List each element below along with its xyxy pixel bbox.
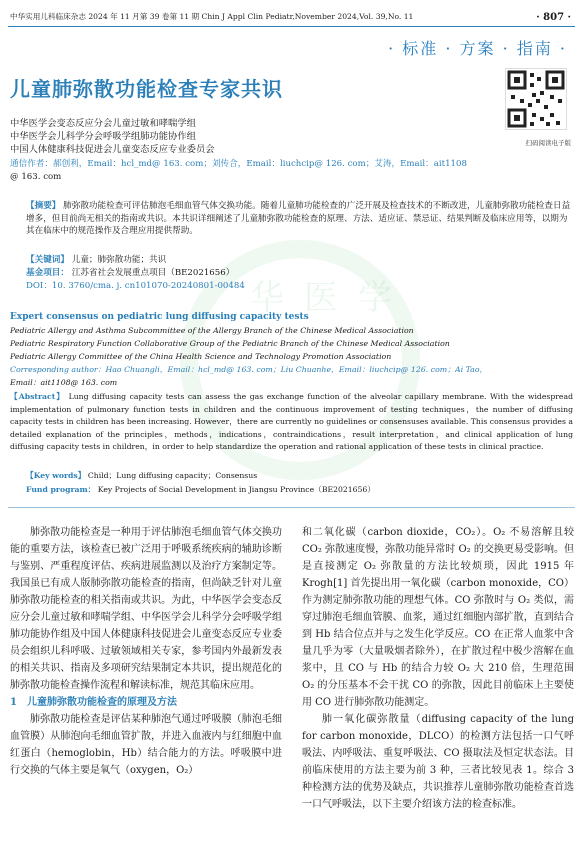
english-keywords-label: 【Key words】	[26, 471, 86, 480]
corresponding-line: 通信作者：郝创利，Email：hcl_md@ 163. com；刘传合，Email：liuchcip@ 126. com；艾涛，Email：ait1108	[10, 159, 467, 169]
running-head: 中华实用儿科临床杂志 2024 年 11 月第 39 卷第 11 期 Chin J Appl Clin Pediatr,November 2024,Vol. 39,No. 11	[10, 12, 414, 21]
body-paragraph: 肺弥散功能检查是评估某种肺泡气通过呼吸膜（肺泡毛细血管膜）从肺泡向毛细血管扩散，并进入血液内与红细胞中血红蛋白（hemoglobin，Hb）结合能力的方法。呼吸膜中进行交换的气体主要是氧气（oxygen，O₂）	[10, 714, 282, 776]
english-keywords	[26, 470, 257, 483]
english-abstract	[10, 391, 573, 454]
english-author-line: Pediatric Allergy and Asthma Subcommittee of the Allergy Branch of the Chinese Medical Association	[10, 326, 414, 335]
fund-cn	[26, 267, 234, 280]
fund-label: 基金项目：	[26, 268, 69, 278]
english-corresponding-line: Email：ait1108@ 163. com	[10, 378, 118, 387]
fund-text: 江苏省社会发展重点项目（BE2021656）	[71, 268, 235, 278]
author-line: 中华医学会变态反应分会儿童过敏和哮喘学组	[10, 118, 196, 129]
body-left-column	[10, 524, 282, 779]
page-number: · 807 ·	[536, 12, 571, 23]
section-divider	[8, 507, 575, 508]
keywords-cn	[26, 254, 166, 267]
english-fund-label: Fund program：	[26, 485, 96, 494]
body-paragraph: 和二氧化碳（carbon dioxide，CO₂）。O₂ 不易溶解且较 CO₂ 弥散速度慢，弥散功能异常时 O₂ 的交换更易受影响。但是直接测定 O₂ 弥散量的方法比较烦琐，因此 1915 年 Krogh[1] 首先提出用一氧化碳（carbon monoxide，CO）作为测定肺弥散功能的理想气体。CO 弥散时与 O₂ 类似，需穿过肺泡毛细血管膜、血浆，通过红细胞内部扩散，直到结合到 Hb 结合位点并与之发生化学反应。CO 在正常人血浆中含量几乎为零（大量吸烟者除外），在扩散过程中极少溶解在血浆中，且 CO 与 Hb 的结合力较 O₂ 大 210 倍，生理范围 O₂ 的分压基本不会干扰 CO 的弥散，因此目前临床上主要使用 CO 进行肺弥散功能测定。	[302, 527, 574, 708]
body-paragraph: 肺弥散功能检查是一种用于评估肺泡毛细血管气体交换功能的重要方法，该检查已被广泛用于呼吸系统疾病的辅助诊断与鉴别、严重程度评估、疾病进展监测以及治疗方案制定等。我国虽已有成人版肺弥散功能检查的指南，但尚缺乏针对儿童肺弥散功能检查的相关指南或共识。为此，中华医学会变态反应分会儿童过敏和哮喘学组、中华医学会儿科学分会呼吸学组肺功能协作组及中国人体健康科技促进会儿童变态反应专业委员会组织儿科呼吸、过敏领域相关专家，参考国内外最新发表的相关共识、指南及多项研究结果制定本共识，提出规范化的肺弥散功能检查操作流程和解读标准，规范其临床应用。	[10, 527, 282, 691]
doi[interactable]: DOI：10. 3760/cma. j. cn101070-20240801-00484	[26, 281, 245, 291]
watermark-text: 华医学	[250, 278, 412, 318]
english-keywords-text: Child；Lung diffusing capacity；Consensus	[87, 471, 258, 480]
header-rule	[8, 26, 575, 27]
qr-caption: 扫码阅读电子版	[525, 139, 571, 147]
abstract-label: 【摘要】	[26, 201, 61, 211]
qr-code-icon	[505, 68, 567, 130]
english-fund-text: Key Projects of Social Development in Jiangsu Province（BE2021656）	[97, 485, 376, 494]
section-heading: 1 儿童肺弥散功能检查的原理及方法	[10, 697, 177, 708]
keywords-label: 【关键词】	[26, 255, 69, 265]
author-line: 中国人体健康科技促进会儿童变态反应专业委员会	[10, 144, 215, 155]
english-abstract-label: 【Abstract】	[10, 392, 66, 401]
section-tag: · 标准 · 方案 · 指南 ·	[388, 39, 567, 58]
english-corresponding-line: Corresponding author：Hao Chuangli，Email：hcl_md@ 163. com；Liu Chuanhe，Email：liuchcip@ 126. com；Ai Tao，	[10, 365, 488, 374]
author-line: 中华医学会儿科学分会呼吸学组肺功能协作组	[10, 131, 196, 142]
article-title: 儿童肺弥散功能检查专家共识	[10, 77, 283, 101]
english-author-line: Pediatric Allergy Committee of the China Health Science and Technology Promotion Association	[10, 352, 392, 361]
abstract-cn	[26, 200, 571, 238]
body-paragraph: 肺一氧化碳弥散量（diffusing capacity of the lung for carbon monoxide，DLCO）的检测方法包括一口气呼吸法、内呼吸法、重复呼吸法、CO 摄取法及恒定状态法。目前临床使用的方法主要为前 3 种，三者比较见表 1。综合 3 种检测方法的优势及缺点，共识推荐儿童肺弥散功能检查首选一口气呼吸法，以下主要介绍该方法的检查标准。	[302, 714, 574, 810]
corresponding-line: @ 163. com	[10, 172, 62, 182]
english-fund	[26, 484, 375, 497]
english-author-line: Pediatric Respiratory Function Collaborative Group of the Pediatric Branch of the Chinese Medical Association	[10, 339, 450, 348]
english-title: Expert consensus on pediatric lung diffusing capacity tests	[10, 312, 309, 322]
english-abstract-text: Lung diffusing capacity tests can assess the gas exchange function of the alveolar capillary membrane. With the widespread implementation of pulmonary function tests in children and the continuous improvement of testing techniques，the number of diffusing capacity tests in children has been increasing. However，there are currently no guidelines or consensuses available. This consensus provides a detailed explanation of the principles，methods，indications，contraindications，result interpretation，and clinical application of lung diffusing capacity tests in children，in order to help standardize the operation and rational application of these tests in clinical practice.	[10, 392, 573, 452]
body-right-column	[302, 524, 574, 813]
abstract-text: 肺弥散功能检查可评估肺泡毛细血管气体交换功能。随着儿童肺功能检查的广泛开展及检查技术的不断改进，儿童肺弥散功能检查日益增多，但目前尚无相关的指南或共识。本共识详细阐述了儿童肺弥散功能检查的原理、方法、适应证、禁忌证、结果判断及临床应用等，以期为其在临床中的规范操作及合理应用提供帮助。	[26, 201, 571, 237]
keywords-text: 儿童；肺弥散功能；共识	[71, 255, 167, 265]
